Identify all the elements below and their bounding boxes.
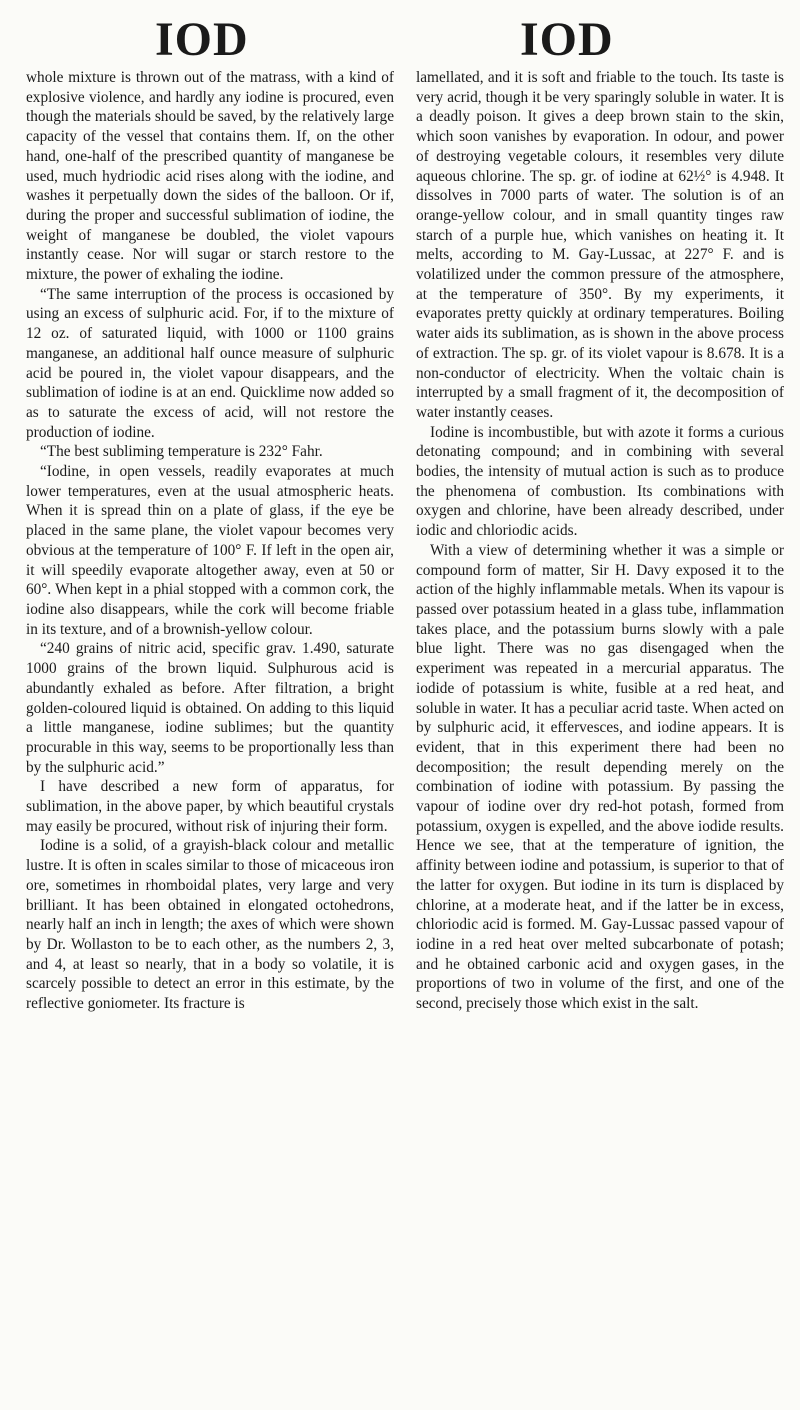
- paragraph: With a view of determining whether it was a simple or compound form of matter, Sir H. Davy exposed it to the action of the highly inflammable metals. When its vapour is passed over potassium heated in a glass tube, inflammation takes place, and the potassium burns slowly with a pale blue light. There was no gas disengaged when the experiment was repeated in a mercurial apparatus. The iodide of potassium is white, fusible at a red heat, and soluble in water. It has a peculiar acrid taste. When acted on by sulphuric acid, it effervesces, and iodine appears. It is evident, that in this experiment there had been no decomposition; the result depending merely on the combination of iodine with potassium. By passing the vapour of iodine over dry red-hot potash, formed from potassium, oxygen is expelled, and the above iodide results. Hence we see, that at the temperature of ignition, the affinity between iodine and potassium, is superior to that of the latter for oxygen. But iodine in its turn is displaced by chlorine, at a moderate heat, and if the latter be in excess, chloriodic acid is formed. M. Gay-Lussac passed vapour of iodine in a red heat over melted subcarbonate of potash; and he obtained carbonic acid and oxygen gases, in the proportions of two in volume of the first, and one of the second, precisely those which exist in the salt.: [416, 541, 784, 1013]
- paragraph: “240 grains of nitric acid, specific grav. 1.490, saturate 1000 grains of the brown liquid. Sulphurous acid is abundantly exhaled as before. After filtration, a bright golden-coloured liquid is obtained. On adding to this liquid a little manganese, iodine sublimes; but the quantity procurable in this way, seems to be proportionally less than by the sulphuric acid.”: [26, 640, 394, 776]
- running-header-left: IOD: [155, 13, 249, 66]
- paragraph: I have described a new form of apparatus, for sublimation, in the above paper, by which beautiful crystals may easily be procured, without risk of injuring their form.: [26, 778, 394, 835]
- paragraph: “Iodine, in open vessels, readily evaporates at much lower temperatures, even at the usual atmospheric heats. When it is spread thin on a plate of glass, if the eye be placed in the same plane, the violet vapour becomes very obvious at the temperature of 100° F. If left in the open air, it will speedily evaporate altogether away, even at 50 or 60°. When kept in a phial stopped with a common cork, the iodine also disappears, while the cork will become friable in its texture, and of a brownish-yellow colour.: [26, 463, 394, 638]
- running-headers: [0, 12, 800, 66]
- paragraph: whole mixture is thrown out of the matrass, with a kind of explosive violence, and hardly any iodine is procured, even though the materials should be saved, by the relatively large capacity of the vessel that contains them. If, on the other hand, one-half of the prescribed quantity of manganese be used, much hydriodic acid rises along with the iodine, and washes it perpetually down the sides of the balloon. Or if, during the proper and successful sublimation of iodine, the weight of manganese be doubled, the violet vapours instantly cease. Nor will sugar or starch restore to the mixture, the power of exhaling the iodine.: [26, 69, 394, 284]
- paragraph: Iodine is a solid, of a grayish-black colour and metallic lustre. It is often in scales similar to those of micaceous iron ore, sometimes in rhomboidal plates, very large and very brilliant. It has been obtained in elongated octohedrons, nearly half an inch in length; the axes of which were shown by Dr. Wollaston to be to each other, as the numbers 2, 3, and 4, at least so nearly, that in a body so volatile, it is scarcely possible to detect an error in this estimate, by the reflective goniometer. Its fracture is: [26, 837, 394, 1013]
- paragraph: lamellated, and it is soft and friable to the touch. Its taste is very acrid, though it be very sparingly soluble in water. It is a deadly poison. It gives a deep brown stain to the skin, which soon vanishes by evaporation. In odour, and power of destroying vegetable colours, it resembles very dilute aqueous chlorine. The sp. gr. of iodine at 62½° is 4.948. It dissolves in 7000 parts of water. The solution is of an orange-yellow colour, and in small quantity tinges raw starch of a purple hue, which vanishes on heating it. It melts, according to M. Gay-Lussac, at 227° F. and is volatilized under the common pressure of the atmosphere, at the temperature of 350°. By my experiments, it evaporates pretty quickly at ordinary temperatures. Boiling water aids its sublimation, as is shown in the above process of extraction. The sp. gr. of its violet vapour is 8.678. It is a non-conductor of electricity. When the voltaic chain is interrupted by a small fragment of it, the decomposition of water instantly ceases.: [416, 69, 784, 421]
- paragraph: “The best subliming temperature is 232° Fahr.: [40, 443, 323, 461]
- right-column: [416, 68, 784, 1014]
- left-column: [26, 68, 394, 1014]
- running-header-right: IOD: [520, 13, 614, 66]
- paragraph: Iodine is incombustible, but with azote it forms a curious detonating compound; and in combining with several bodies, the intensity of mutual action is such as to produce the phenomena of combustion. Its combinations with oxygen and chlorine, have been already described, under iodic and chloriodic acids.: [416, 423, 784, 540]
- paragraph: “The same interruption of the process is occasioned by using an excess of sulphuric acid. For, if to the mixture of 12 oz. of saturated liquid, with 1000 or 1100 grains manganese, an additional half ounce measure of sulphuric acid be poured in, the violet vapour disappears, and the sublimation of iodine is at an end. Quicklime now added so as to saturate the excess of acid, will not restore the production of iodine.: [26, 285, 394, 441]
